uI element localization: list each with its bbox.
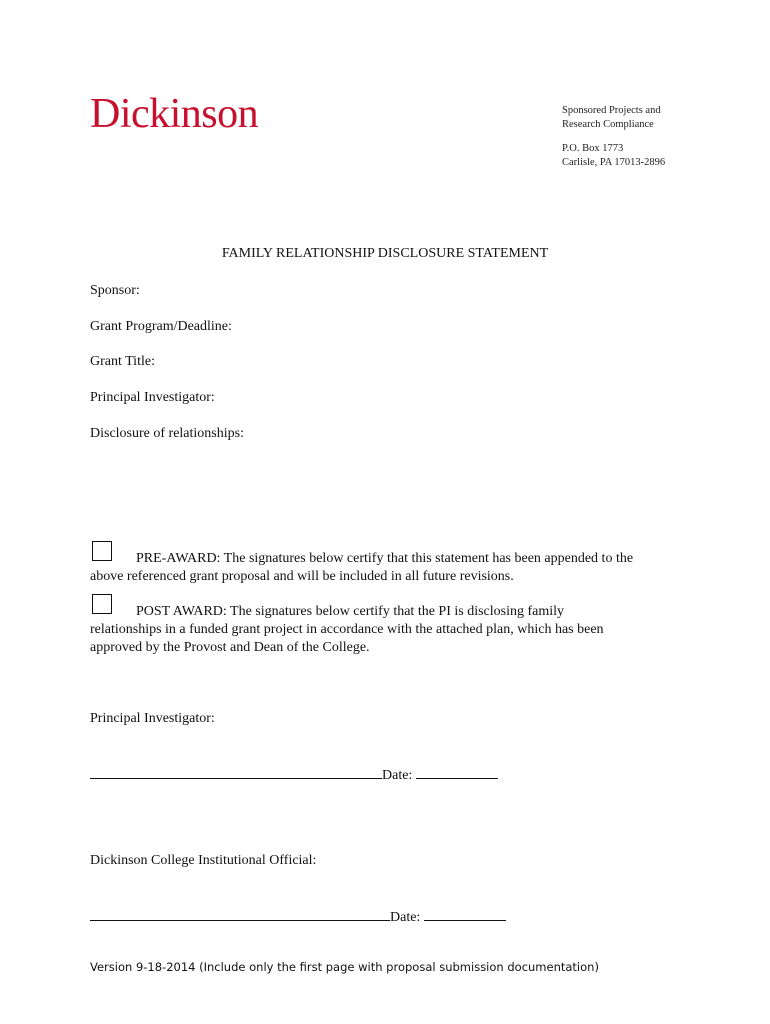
dickinson-logo: Dickinson [90,91,259,137]
official-date-field[interactable] [424,906,506,921]
pi-date-field[interactable] [416,764,498,779]
official-date-label: Date: [390,910,421,925]
pre-award-line-1: PRE-AWARD: The signatures below certify that this statement has been appended to the [136,551,634,566]
post-award-line-3: approved by the Provost and Dean of the College. [90,640,370,655]
disclosure-label: Disclosure of relationships: [90,426,244,441]
pi-signature-row [90,764,498,784]
form-title: FAMILY RELATIONSHIP DISCLOSURE STATEMENT [221,246,549,261]
official-signature-label: Dickinson College Institutional Official: [90,853,317,868]
address-line-1: Sponsored Projects and [562,105,661,116]
grant-program-deadline-label: Grant Program/Deadline: [90,319,232,334]
post-award-line-1: POST AWARD: The signatures below certify that the PI is disclosing family [136,604,565,619]
pi-date-label: Date: [382,768,413,783]
address-line-4: Carlisle, PA 17013-2896 [562,157,666,168]
official-signature-row [90,906,506,926]
version-footer: Version 9-18-2014 (Include only the first page with proposal submission documentation) [90,960,599,974]
pre-award-line-2: above referenced grant proposal and will be included in all future revisions. [90,569,514,584]
pi-signature-field[interactable] [90,764,382,779]
pre-award-statement [90,550,633,586]
grant-title-label: Grant Title: [90,354,155,369]
address-line-3: P.O. Box 1773 [562,143,624,154]
sponsor-label: Sponsor: [90,283,140,298]
principal-investigator-label: Principal Investigator: [90,390,215,405]
post-award-line-2: relationships in a funded grant project in accordance with the attached plan, which has been [90,622,604,637]
post-award-statement [90,603,604,657]
official-signature-field[interactable] [90,906,390,921]
address-line-2: Research Compliance [562,119,654,130]
pi-signature-label: Principal Investigator: [90,711,215,726]
